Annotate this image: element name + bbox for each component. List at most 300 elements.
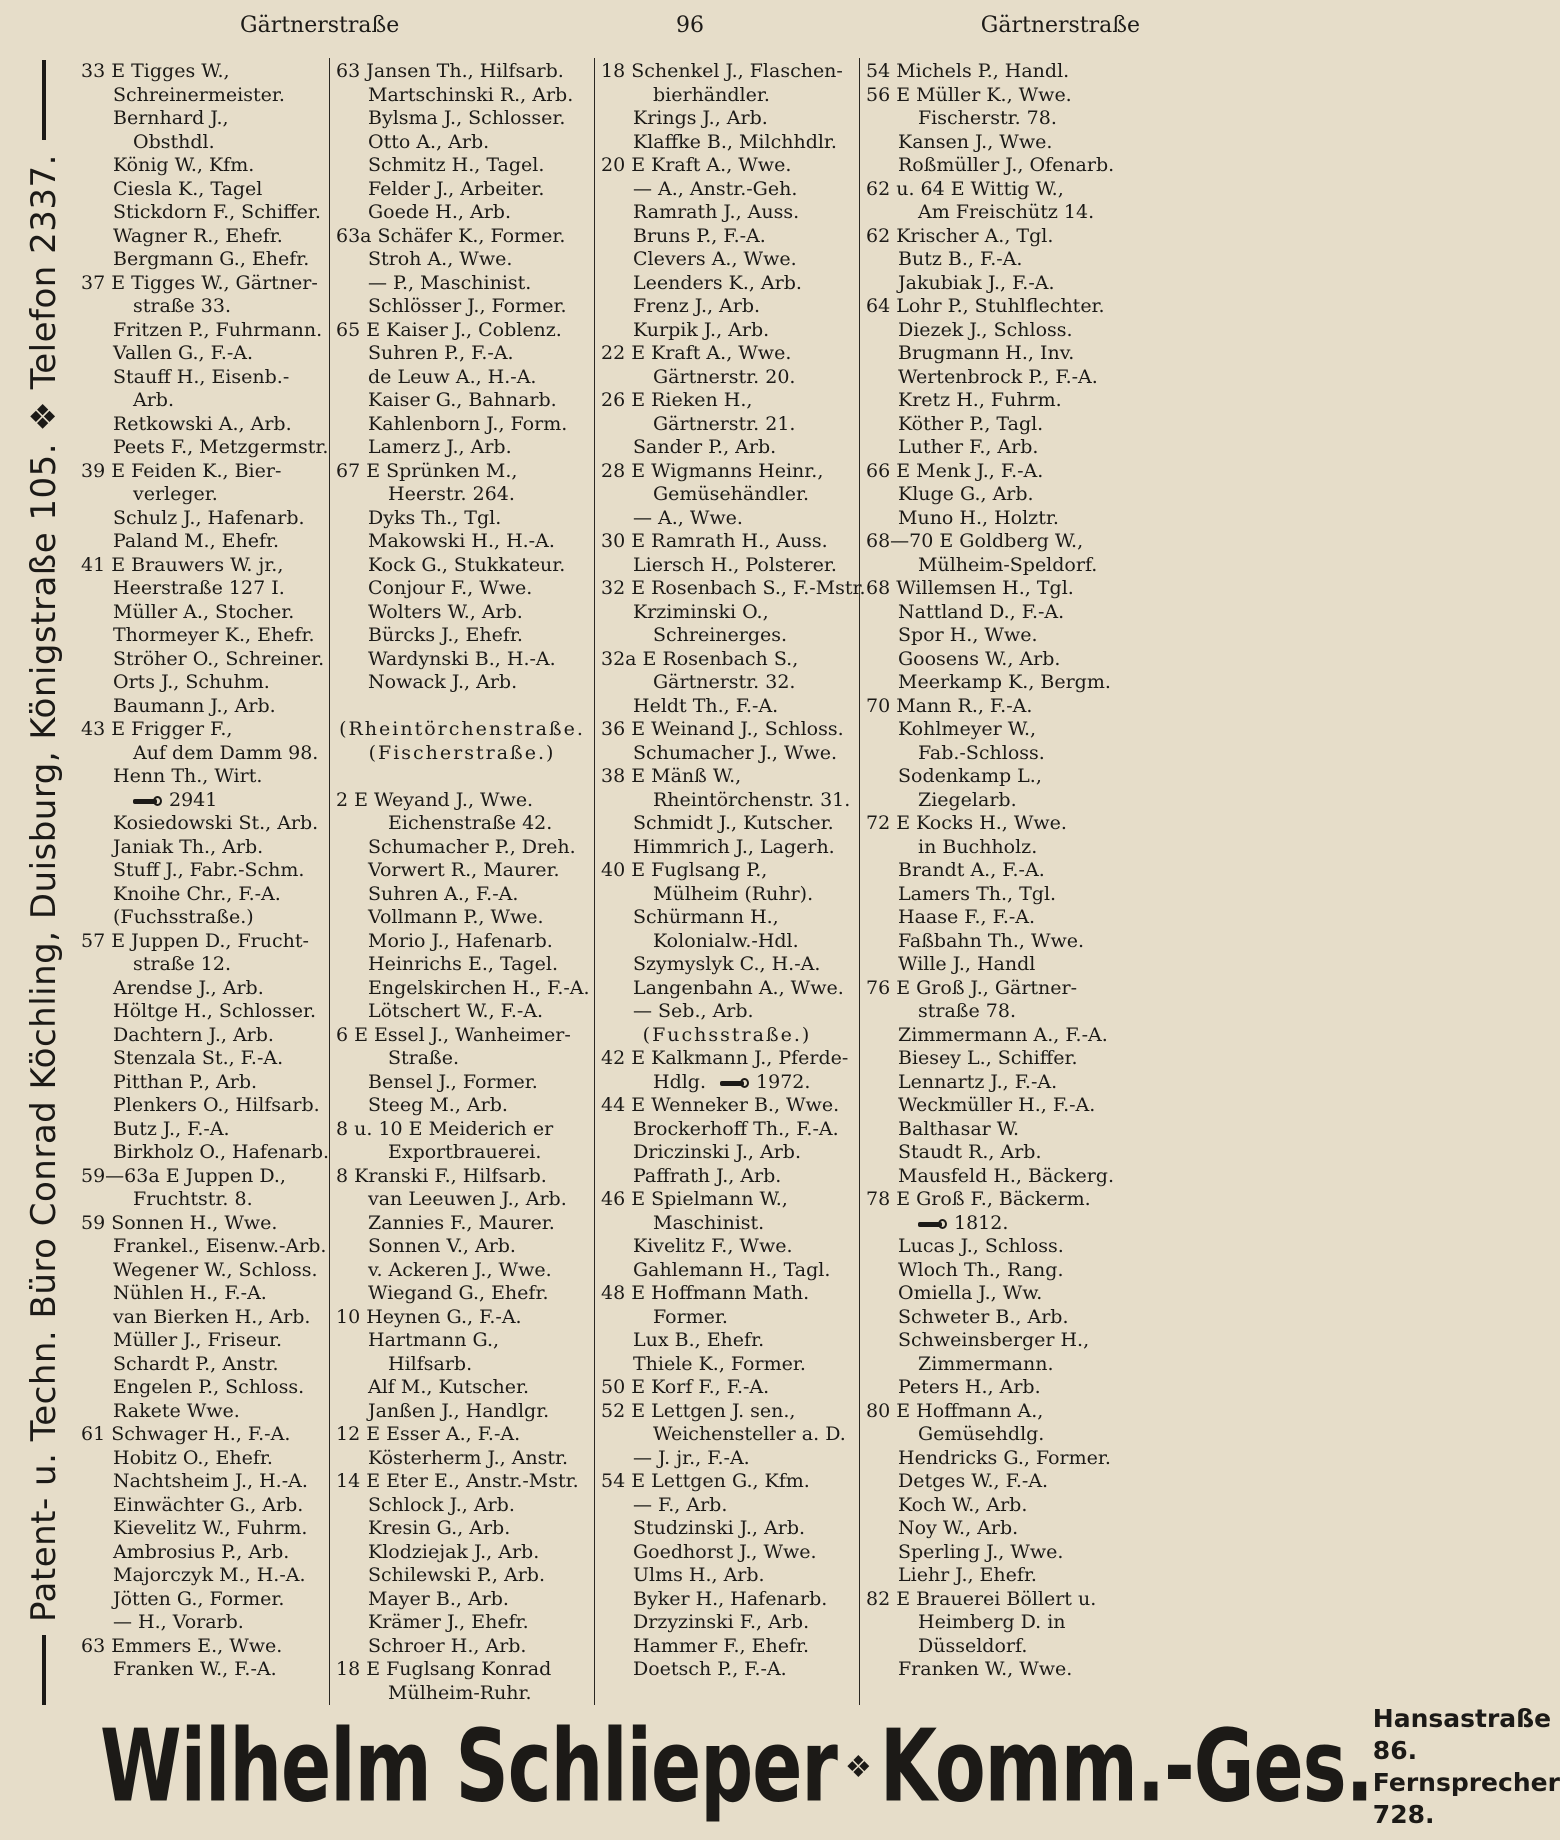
entry-text: Martschinski R., Arb. <box>368 83 574 106</box>
entry-text: Stickdorn F., Schiffer. <box>113 201 321 223</box>
entry-text: Biesey L., Schiffer. <box>898 1047 1078 1069</box>
entry-text: Gemüsehdlg. <box>918 1423 1045 1445</box>
entry-text: Fab.-Schloss. <box>918 741 1045 764</box>
directory-entry <box>601 1306 853 1330</box>
entry-text: Krings J., Arb. <box>633 107 768 129</box>
entry-text: Heinrichs E., Tagel. <box>368 953 558 975</box>
entry-text: 70 Mann R., F.-A. <box>866 694 1033 717</box>
directory-entry <box>81 1094 323 1118</box>
directory-entry <box>336 836 588 860</box>
entry-text: Bruns P., F.-A. <box>633 224 766 247</box>
entry-text: Gärtnerstr. 20. <box>653 365 796 388</box>
directory-entry <box>81 1235 327 1259</box>
entry-text: Liehr J., Ehefr. <box>898 1564 1037 1586</box>
directory-entry <box>81 1423 323 1447</box>
directory-entry <box>81 1047 323 1071</box>
entry-text: Byker H., Hafenarb. <box>633 1587 828 1610</box>
directory-entry <box>81 1141 330 1165</box>
directory-entry <box>866 1094 1117 1118</box>
directory-entry <box>336 413 588 437</box>
entry-text: Ziegelarb. <box>918 788 1017 811</box>
entry-text: 64 Lohr P., Stuhlflechter. <box>866 295 1105 317</box>
entry-text: Schmitz H., Tagel. <box>368 154 545 176</box>
entry-text: 33 E Tigges W., <box>81 60 230 82</box>
directory-entry <box>601 460 853 484</box>
entry-text: — P., Maschinist. <box>368 271 532 294</box>
telephone-icon <box>918 1219 948 1229</box>
footer-address-street: Hansastraße 86. <box>1372 1704 1552 1765</box>
directory-entry <box>866 389 1117 413</box>
entry-text: Einwächter G., Arb. <box>113 1493 304 1516</box>
directory-entry <box>866 789 1117 813</box>
entry-text: Schumacher P., Dreh. <box>368 835 576 858</box>
directory-entry <box>866 883 1117 907</box>
directory-entry <box>81 930 323 954</box>
directory-entry <box>601 1071 853 1095</box>
entry-text: Nowack J., Arb. <box>368 671 518 693</box>
entry-text: 38 E Mänß W., <box>601 765 742 787</box>
entry-text: Vallen G., F.-A. <box>113 342 254 364</box>
entry-text: 14 E Eter E., Anstr.-Mstr. <box>336 1470 579 1492</box>
header-street-left: Gärtnerstraße <box>240 12 400 38</box>
directory-entry <box>336 1447 588 1471</box>
directory-entry <box>601 718 853 742</box>
entry-text: Ambrosius P., Arb. <box>113 1540 290 1563</box>
entry-text: Ramrath J., Auss. <box>633 201 800 223</box>
entry-text: Lux B., Ehefr. <box>633 1329 765 1351</box>
directory-entry <box>601 319 853 343</box>
directory-entry <box>336 225 588 249</box>
directory-entry <box>336 1682 588 1706</box>
entry-text: 8 u. 10 E Meiderich er <box>336 1117 554 1140</box>
entry-text: 68—70 E Goldberg W., <box>866 530 1084 552</box>
entry-text: — Seb., Arb. <box>633 1000 754 1022</box>
directory-entry <box>81 84 323 108</box>
directory-entry <box>336 1494 588 1518</box>
directory-entry <box>81 389 323 413</box>
directory-entry <box>81 765 323 789</box>
entry-text: Haase F., F.-A. <box>898 906 1036 928</box>
directory-entry <box>336 1212 588 1236</box>
directory-entry <box>336 201 588 225</box>
entry-text: Mülheim-Speldorf. <box>918 553 1098 576</box>
directory-entry <box>601 648 853 672</box>
directory-entry <box>866 1282 1117 1306</box>
entry-text: 28 E Wigmanns Heinr., <box>601 459 824 482</box>
directory-entry <box>601 789 853 813</box>
directory-entry <box>81 1000 323 1024</box>
directory-entry <box>336 1611 588 1635</box>
entry-text: 54 Michels P., Handl. <box>866 60 1070 82</box>
entry-text: Retkowski A., Arb. <box>113 412 292 435</box>
directory-entry <box>81 1188 323 1212</box>
entry-text: Höltge H., Schlosser. <box>113 1000 317 1022</box>
page-header <box>240 8 1140 42</box>
directory-entry <box>81 836 323 860</box>
directory-entry <box>866 84 1117 108</box>
directory-entry <box>866 1494 1117 1518</box>
entry-text: Schlock J., Arb. <box>368 1493 515 1516</box>
entry-text: Wegener W., Schloss. <box>113 1258 318 1281</box>
entry-text: Heerstraße 127 I. <box>113 577 285 599</box>
entry-text: Stauff H., Eisenb.- <box>113 365 290 388</box>
entry-text: Muno H., Holztr. <box>898 506 1059 529</box>
entry-text: — H., Vorarb. <box>113 1611 244 1633</box>
directory-entry <box>601 624 853 648</box>
entry-text: 82 E Brauerei Böllert u. <box>866 1587 1097 1610</box>
directory-entry <box>336 1353 588 1377</box>
entry-text: Otto A., Arb. <box>368 130 490 153</box>
directory-entry <box>336 342 588 366</box>
directory-entry <box>866 436 1117 460</box>
entry-text: Frankel., Eisenw.-Arb. <box>113 1235 327 1257</box>
directory-entry <box>81 460 323 484</box>
entry-text: Thormeyer K., Ehefr. <box>113 624 315 646</box>
entry-text: 63 Emmers E., Wwe. <box>81 1634 283 1657</box>
entry-text: Arb. <box>133 389 175 411</box>
directory-entry <box>81 483 323 507</box>
directory-entry <box>81 1400 323 1424</box>
entry-text: 41 E Brauwers W. jr., <box>81 553 284 576</box>
entry-text: v. Ackeren J., Wwe. <box>368 1258 552 1281</box>
entry-text: Goede H., Arb. <box>368 201 512 223</box>
telephone-icon <box>133 796 163 806</box>
entry-text: Schroer H., Arb. <box>368 1634 527 1657</box>
directory-entry <box>336 1165 588 1189</box>
directory-entry <box>601 1094 853 1118</box>
directory-entry <box>336 1071 588 1095</box>
directory-entry <box>336 883 588 907</box>
directory-entry <box>866 248 1117 272</box>
entry-text: 46 E Spielmann W., <box>601 1188 788 1210</box>
footer-address-phone: Fernsprecher 728. <box>1372 1768 1560 1829</box>
column-2 <box>330 58 595 1705</box>
directory-entry <box>336 248 588 272</box>
entry-text: Lötschert W., F.-A. <box>368 1000 544 1022</box>
entry-text: Nühlen H., F.-A. <box>113 1282 267 1304</box>
entry-text: Luther F., Arb. <box>898 436 1039 458</box>
entry-text: Dachtern J., Arb. <box>113 1023 274 1046</box>
directory-entry <box>601 201 853 225</box>
entry-text: Zannies F., Maurer. <box>368 1211 555 1234</box>
directory-entry <box>601 671 853 695</box>
directory-entry <box>336 671 588 695</box>
directory-entry <box>336 953 588 977</box>
directory-entry <box>866 1235 1117 1259</box>
entry-text: Arendse J., Arb. <box>113 976 264 999</box>
entry-text: Wille J., Handl <box>898 953 1036 975</box>
entry-text: Weichensteller a. D. <box>653 1423 846 1445</box>
entry-text: Brockerhoff Th., F.-A. <box>633 1117 839 1140</box>
directory-entry <box>81 1611 323 1635</box>
directory-entry <box>336 1235 588 1259</box>
entry-text: Kaiser G., Bahnarb. <box>368 389 557 411</box>
entry-text: 54 E Lettgen G., Kfm. <box>601 1470 810 1492</box>
directory-entry <box>601 1259 853 1283</box>
directory-entry <box>601 60 853 84</box>
entry-text: Franken W., F.-A. <box>113 1658 277 1680</box>
directory-entry <box>81 225 323 249</box>
entry-text: Kahlenborn J., Form. <box>368 412 568 435</box>
entry-text: 6 E Essel J., Wanheimer- <box>336 1023 571 1046</box>
entry-text: Schulz J., Hafenarb. <box>113 506 305 529</box>
directory-entry <box>601 436 853 460</box>
directory-entry <box>866 1259 1117 1283</box>
entry-text: Driczinski J., Arb. <box>633 1141 802 1163</box>
directory-entry <box>81 977 323 1001</box>
sidebar-ad-text: Patent- u. Techn. Büro Conrad Köchling, Duisburg, Königstraße 105. ❖ Telefon 2337. <box>24 153 64 1622</box>
entry-text: Franken W., Wwe. <box>898 1658 1073 1680</box>
directory-entry <box>866 1447 1117 1471</box>
directory-entry <box>81 131 323 155</box>
entry-text: 36 E Weinand J., Schloss. <box>601 718 844 740</box>
directory-entry <box>81 342 323 366</box>
entry-text: Sperling J., Wwe. <box>898 1540 1064 1563</box>
entry-text: Staudt R., Arb. <box>898 1141 1042 1163</box>
entry-text: 72 E Kocks H., Wwe. <box>866 812 1067 834</box>
directory-entry <box>81 1635 323 1659</box>
directory-entry <box>866 201 1117 225</box>
directory-entry <box>866 1212 1117 1236</box>
directory-entry <box>81 248 323 272</box>
entry-text: Fruchtstr. 8. <box>133 1188 253 1210</box>
entry-text: verleger. <box>133 483 218 505</box>
entry-text: Kretz H., Fuhrm. <box>898 389 1062 411</box>
entry-text: 63a Schäfer K., Former. <box>336 224 566 247</box>
entry-text: (Rheintörchenstraße. <box>339 718 585 740</box>
directory-entry <box>601 953 853 977</box>
directory-entry <box>601 178 853 202</box>
directory-entry <box>336 84 588 108</box>
directory-entry <box>336 530 588 554</box>
entry-text: straße 12. <box>133 953 231 975</box>
directory-entry <box>866 1024 1117 1048</box>
entry-text: Kievelitz W., Fuhrm. <box>113 1517 308 1539</box>
entry-text: Kohlmeyer W., <box>898 718 1037 740</box>
entry-text: Langenbahn A., Wwe. <box>633 976 844 999</box>
entry-text: Schweter B., Arb. <box>898 1305 1069 1328</box>
directory-entry <box>336 601 588 625</box>
directory-entry <box>336 765 588 789</box>
directory-entry <box>336 1094 588 1118</box>
directory-entry <box>866 1635 1117 1659</box>
entry-text: Balthasar W. <box>898 1117 1020 1140</box>
directory-entry <box>601 507 853 531</box>
entry-text: Wloch Th., Rang. <box>898 1258 1064 1281</box>
directory-entry <box>336 718 588 742</box>
entry-text: Fischerstr. 78. <box>918 107 1057 129</box>
entry-text: Klaffke B., Milchhdlr. <box>633 130 837 153</box>
directory-entry <box>601 366 853 390</box>
directory-entry <box>601 836 853 860</box>
directory-entry <box>601 695 853 719</box>
directory-entry <box>81 671 323 695</box>
directory-entry <box>81 695 323 719</box>
entry-text: Kösterherm J., Anstr. <box>368 1446 569 1469</box>
entry-text: Thiele K., Former. <box>633 1352 806 1375</box>
directory-entry <box>601 1353 853 1377</box>
directory-entry <box>866 154 1117 178</box>
directory-entry <box>336 272 588 296</box>
directory-entry <box>81 1165 323 1189</box>
directory-columns <box>75 58 1123 1704</box>
entry-text: Felder J., Arbeiter. <box>368 177 545 200</box>
entry-text: Vorwert R., Maurer. <box>368 859 560 881</box>
entry-text: Conjour F., Wwe. <box>368 577 533 599</box>
entry-text: Mausfeld H., Bäckerg. <box>898 1164 1114 1187</box>
entry-text: 59—63a E Juppen D., <box>81 1164 286 1187</box>
directory-entry <box>601 1423 853 1447</box>
entry-text: Krämer J., Ehefr. <box>368 1611 529 1633</box>
directory-entry <box>866 624 1117 648</box>
directory-entry <box>866 1517 1117 1541</box>
directory-entry <box>336 60 588 84</box>
entry-text: Ulms H., Arb. <box>633 1564 765 1586</box>
directory-entry <box>866 953 1117 977</box>
directory-entry <box>81 718 323 742</box>
entry-text: 26 E Rieken H., <box>601 389 753 411</box>
directory-entry <box>866 836 1117 860</box>
directory-entry <box>866 366 1117 390</box>
directory-entry <box>81 1517 323 1541</box>
entry-text: Heldt Th., F.-A. <box>633 694 779 717</box>
telephone-icon <box>720 1078 750 1088</box>
entry-text: Knoihe Chr., F.-A. <box>113 882 281 905</box>
directory-entry <box>81 1282 323 1306</box>
entry-text: Nattland D., F.-A. <box>898 600 1065 623</box>
entry-text: 62 u. 64 E Wittig W., <box>866 177 1064 200</box>
directory-entry <box>601 530 853 554</box>
directory-entry <box>336 859 588 883</box>
directory-entry <box>601 483 853 507</box>
entry-text: de Leuw A., H.-A. <box>368 365 537 388</box>
entry-text: Eichenstraße 42. <box>388 812 553 834</box>
directory-entry <box>81 1071 323 1095</box>
directory-entry <box>601 1141 853 1165</box>
entry-text: 59 Sonnen H., Wwe. <box>81 1211 278 1234</box>
entry-text: Gahlemann H., Tagl. <box>633 1258 831 1281</box>
entry-text: Doetsch P., F.-A. <box>633 1658 787 1680</box>
directory-entry <box>336 1329 588 1353</box>
directory-entry <box>81 107 323 131</box>
entry-text: Kosiedowski St., Arb. <box>113 812 319 834</box>
entry-text: Lucas J., Schloss. <box>898 1235 1064 1257</box>
directory-entry <box>81 507 323 531</box>
entry-text: Auf dem Damm 98. <box>133 741 319 764</box>
entry-text: Makowski H., H.-A. <box>368 530 555 552</box>
entry-text: Sodenkamp L., <box>898 765 1042 787</box>
directory-entry <box>866 859 1117 883</box>
entry-text: Zimmermann. <box>918 1352 1054 1375</box>
entry-text: 44 E Wenneker B., Wwe. <box>601 1094 840 1116</box>
directory-entry <box>601 1611 853 1635</box>
directory-entry <box>81 413 323 437</box>
column-1 <box>75 58 330 1705</box>
directory-entry <box>336 930 588 954</box>
entry-text: Henn Th., Wirt. <box>113 765 263 787</box>
directory-entry <box>81 554 323 578</box>
directory-entry <box>866 1564 1117 1588</box>
entry-text: bierhändler. <box>653 83 770 106</box>
directory-entry <box>601 577 866 601</box>
entry-text: 65 E Kaiser J., Coblenz. <box>336 318 562 341</box>
directory-entry <box>866 413 1117 437</box>
directory-entry <box>866 671 1117 695</box>
directory-entry <box>336 1658 588 1682</box>
entry-text: Hendricks G., Former. <box>898 1446 1111 1469</box>
directory-entry <box>81 295 323 319</box>
directory-entry <box>601 1635 853 1659</box>
directory-entry <box>601 554 853 578</box>
directory-entry <box>336 577 588 601</box>
entry-text: Gärtnerstr. 21. <box>653 412 796 435</box>
entry-text: Steeg M., Arb. <box>368 1094 508 1116</box>
entry-text: Schreinermeister. <box>113 83 285 106</box>
directory-entry <box>336 1047 588 1071</box>
entry-text: König W., Kfm. <box>113 154 255 176</box>
entry-text: Krziminski O., <box>633 600 769 623</box>
entry-text: Müller J., Friseur. <box>113 1329 283 1351</box>
entry-text: Meerkamp K., Bergm. <box>898 671 1111 693</box>
directory-entry <box>601 1658 853 1682</box>
directory-entry <box>336 436 588 460</box>
directory-entry <box>336 1564 588 1588</box>
entry-text: Janßen J., Handlgr. <box>368 1399 550 1422</box>
directory-entry <box>601 765 853 789</box>
entry-text: Detges W., F.-A. <box>898 1470 1049 1492</box>
header-street-right: Gärtnerstraße <box>980 12 1140 38</box>
entry-text: Paland M., Ehefr. <box>113 530 280 552</box>
directory-entry <box>601 883 853 907</box>
directory-entry <box>81 1447 323 1471</box>
entry-text: Drzyzinski F., Arb. <box>633 1611 810 1633</box>
directory-entry <box>81 1658 323 1682</box>
entry-text: 22 E Kraft A., Wwe. <box>601 342 792 364</box>
directory-entry <box>336 319 588 343</box>
entry-text: Pitthan P., Arb. <box>113 1070 258 1093</box>
entry-text: 66 E Menk J., F.-A. <box>866 459 1044 482</box>
entry-text: 12 E Esser A., F.-A. <box>336 1423 521 1445</box>
directory-entry <box>866 1400 1117 1424</box>
directory-entry <box>601 131 853 155</box>
directory-entry <box>81 1470 323 1494</box>
entry-text: Bylsma J., Schlosser. <box>368 107 566 129</box>
directory-entry <box>866 1188 1117 1212</box>
entry-text: Noy W., Arb. <box>898 1517 1019 1539</box>
directory-entry <box>601 1447 853 1471</box>
entry-text: 61 Schwager H., F.-A. <box>81 1423 291 1445</box>
directory-entry <box>866 342 1117 366</box>
entry-text: Ströher O., Schreiner. <box>113 647 325 670</box>
directory-entry <box>336 1635 588 1659</box>
directory-entry <box>336 1400 588 1424</box>
entry-text: 30 E Ramrath H., Auss. <box>601 530 828 552</box>
phone-number: 1972. <box>756 1070 811 1093</box>
entry-text: Peets F., Metzgermstr. <box>113 436 329 458</box>
directory-entry <box>336 1024 588 1048</box>
directory-entry <box>601 1000 853 1024</box>
entry-text: 2 E Weyand J., Wwe. <box>336 788 534 811</box>
entry-text: Zimmermann A., F.-A. <box>898 1023 1108 1046</box>
directory-entry <box>81 178 323 202</box>
entry-text: Vollmann P., Wwe. <box>368 906 544 928</box>
directory-entry <box>866 1118 1117 1142</box>
directory-entry <box>336 366 588 390</box>
entry-text: 43 E Frigger F., <box>81 718 233 740</box>
directory-entry <box>866 554 1117 578</box>
entry-text: Kansen J., Wwe. <box>898 130 1053 153</box>
entry-text: Kolonialw.-Hdl. <box>653 929 799 952</box>
